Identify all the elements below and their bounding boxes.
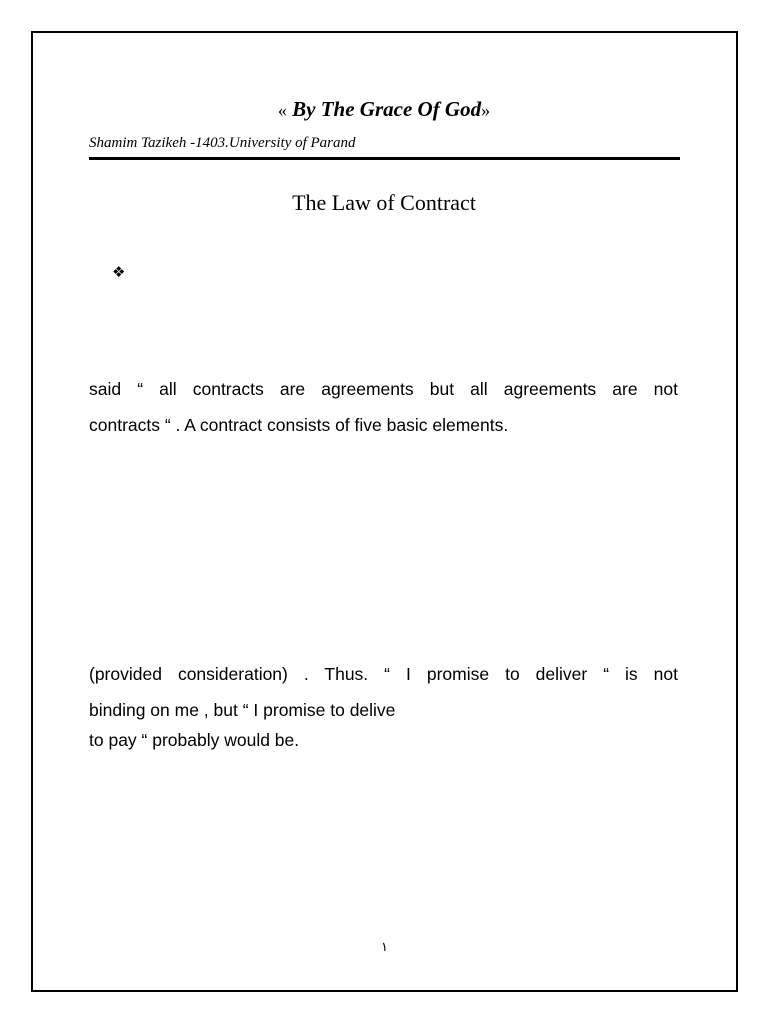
close-quote: »	[481, 100, 491, 120]
author-line: Shamim Tazikeh -1403.University of Parand	[89, 135, 356, 151]
paragraph-2	[89, 656, 678, 728]
header-divider	[89, 157, 680, 160]
diamond-bullet-icon: ❖	[112, 263, 126, 281]
page-border	[31, 31, 738, 992]
page-number: ١	[381, 940, 388, 955]
paragraph-1-line-1: said “ all contracts are agreements but all agreements are not	[89, 379, 678, 399]
paragraph-2-line-3: to pay “ probably would be.	[89, 730, 300, 750]
open-quote: «	[277, 100, 287, 120]
header-title-text: By The Grace Of God	[292, 97, 482, 121]
document-title: The Law of Contract	[292, 190, 476, 215]
paragraph-2-line-1: (provided consideration) . Thus. “ I promise to deliver “ is not	[89, 664, 678, 684]
paragraph-2-line-2: binding on me , but “ I promise to delive	[89, 700, 396, 720]
header-title	[0, 97, 768, 122]
paragraph-1-line-2: contracts “ . A contract consists of five basic elements.	[89, 415, 509, 435]
paragraph-1	[89, 371, 678, 443]
